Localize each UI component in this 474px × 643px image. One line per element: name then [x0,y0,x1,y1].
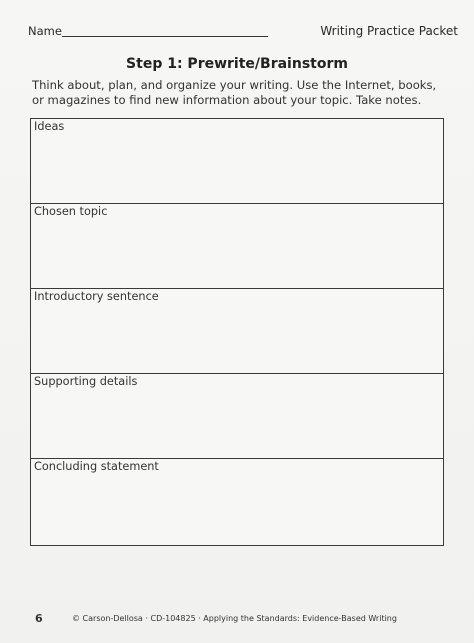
book-title: Applying the Standards: Evidence-Based Writing [203,614,397,623]
chosen-topic-label: Chosen topic [34,205,108,218]
instructions-text: Think about, plan, and organize your writing. Use the Internet, books, or magazines to find new information about your topic. Take notes. [32,78,437,107]
packet-title: Writing Practice Packet [320,24,458,38]
ideas-box[interactable] [31,119,443,204]
introductory-sentence-box[interactable] [31,289,443,374]
concluding-statement-box[interactable] [31,459,443,545]
product-code: CD-104825 [150,614,196,623]
page-footer [30,612,444,628]
footer-credits [72,614,397,623]
copyright-text: © Carson-Dellosa [72,614,143,623]
concluding-statement-label: Concluding statement [34,460,159,473]
supporting-details-box[interactable] [31,374,443,459]
ideas-label: Ideas [34,120,65,133]
name-fill-line[interactable] [62,36,268,37]
chosen-topic-box[interactable] [31,204,443,289]
brainstorm-form [30,118,444,546]
name-label: Name [28,24,62,38]
footer-separator: · [198,614,204,623]
footer-separator: · [145,614,151,623]
page-header [28,22,462,42]
page-number: 6 [35,612,43,625]
step-title: Step 1: Prewrite/Brainstorm [126,56,348,72]
introductory-sentence-label: Introductory sentence [34,290,159,303]
supporting-details-label: Supporting details [34,375,138,388]
